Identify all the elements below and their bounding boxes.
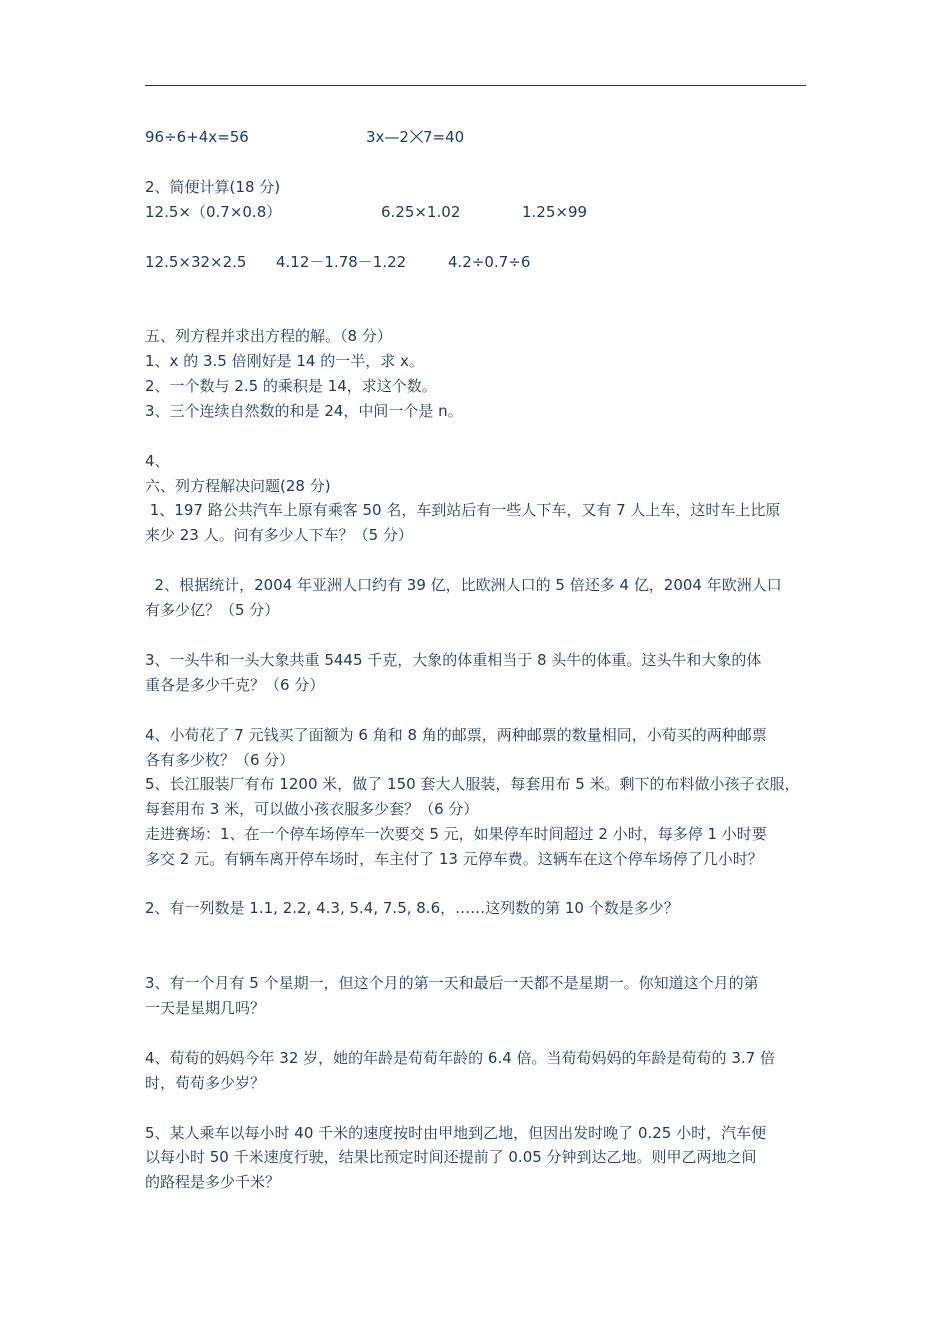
challenge-line-7: 时，荀荀多少岁？ — [145, 1074, 266, 1092]
section-6-line-2: 来少 23 人。问有多少人下车？（5 分） — [145, 526, 413, 544]
section-6-line-5: 3、一头牛和一头大象共重 5445 千克，大象的体重相当于 8 头牛的体重。这头牛和大象的体 — [145, 651, 762, 669]
section-2-title: 2、简便计算(18 分) — [145, 178, 281, 196]
section-5-item-3: 3、三个连续自然数的和是 24，中间一个是 n。 — [145, 402, 463, 420]
section-6-line-7: 4、小荀花了 7 元钱买了面额为 6 角和 8 角的邮票，两种邮票的数量相同，小荀买的两种邮票 — [145, 726, 767, 744]
section-6-line-4: 有多少亿？（5 分） — [145, 601, 280, 619]
challenge-line-6: 4、荀荀的妈妈今年 32 岁，她的年龄是荀荀年龄的 6.4 倍。当荀荀妈妈的年龄是荀荀的 3.7 倍 — [145, 1049, 775, 1067]
section-6-line-8: 各有多少枚？（6 分） — [145, 751, 295, 769]
section-6-line-9: 5、长江服装厂有布 1200 米，做了 150 套大人服装，每套用布 5 米。剩下的布料做小孩子衣服， — [145, 775, 800, 793]
section-6-line-1: 1、197 路公共汽车上原有乘客 50 名，车到站后有一些人下车，又有 7 人上车，这时车上比原 — [145, 501, 781, 519]
calc-2-1: 12.5×32×2.5 — [145, 253, 247, 271]
equation-2 — [366, 127, 464, 147]
calc-1-1: 12.5×（0.7×0.8） — [145, 203, 282, 221]
section-5-item-2: 2、一个数与 2.5 的乘积是 14，求这个数。 — [145, 377, 437, 395]
calc-2-3: 4.2÷0.7÷6 — [448, 253, 531, 271]
challenge-line-8: 5、某人乘车以每小时 40 千米的速度按时由甲地到乙地，但因出发时晚了 0.25 小时，汽车便 — [145, 1124, 767, 1142]
challenge-line-1: 走进赛场：1、在一个停车场停车一次要交 5 元，如果停车时间超过 2 小时，每多停 1 小时要 — [145, 825, 767, 843]
challenge-line-2: 多交 2 元。有辆车离开停车场时，车主付了 13 元停车费。这辆车在这个停车场停了几小时？ — [145, 850, 763, 868]
challenge-line-4: 3、有一个月有 5 个星期一，但这个月的第一天和最后一天都不是星期一。你知道这个月的第 — [145, 974, 759, 992]
section-5-item-4: 4、 — [145, 452, 170, 470]
challenge-line-9: 以每小时 50 千米速度行驶，结果比预定时间还提前了 0.05 分钟到达乙地。则甲乙两地之间 — [145, 1148, 757, 1166]
equation-2-left: 3x—2 — [366, 128, 409, 146]
equation-2-right: 7=40 — [422, 128, 465, 146]
multiply-cross-icon — [409, 129, 423, 143]
section-6-line-6: 重各是多少千克？（6 分） — [145, 676, 325, 694]
challenge-line-3: 2、有一列数是 1.1, 2.2, 4.3, 5.4, 7.5, 8.6，……这列数的第 10 个数是多少？ — [145, 899, 679, 917]
equation-1: 96÷6+4x=56 — [145, 128, 249, 146]
section-6-line-10: 每套用布 3 米，可以做小孩衣服多少套？（6 分） — [145, 800, 479, 818]
challenge-line-10: 的路程是多少千米？ — [145, 1173, 281, 1191]
section-6-title: 六、列方程解决问题(28 分) — [145, 477, 331, 495]
section-5-title: 五、列方程并求出方程的解。（8 分） — [145, 327, 392, 345]
calc-2-2: 4.12－1.78－1.22 — [276, 253, 407, 271]
calc-1-3: 1.25×99 — [522, 203, 588, 221]
calc-1-2: 6.25×1.02 — [381, 203, 461, 221]
challenge-line-5: 一天是星期几吗？ — [145, 999, 266, 1017]
section-6-line-3: 2、根据统计，2004 年亚洲人口约有 39 亿，比欧洲人口的 5 倍还多 4 亿，2004 年欧洲人口 — [145, 576, 782, 594]
header-rule — [145, 85, 806, 86]
section-5-item-1: 1、x 的 3.5 倍刚好是 14 的一半，求 x。 — [145, 352, 424, 370]
